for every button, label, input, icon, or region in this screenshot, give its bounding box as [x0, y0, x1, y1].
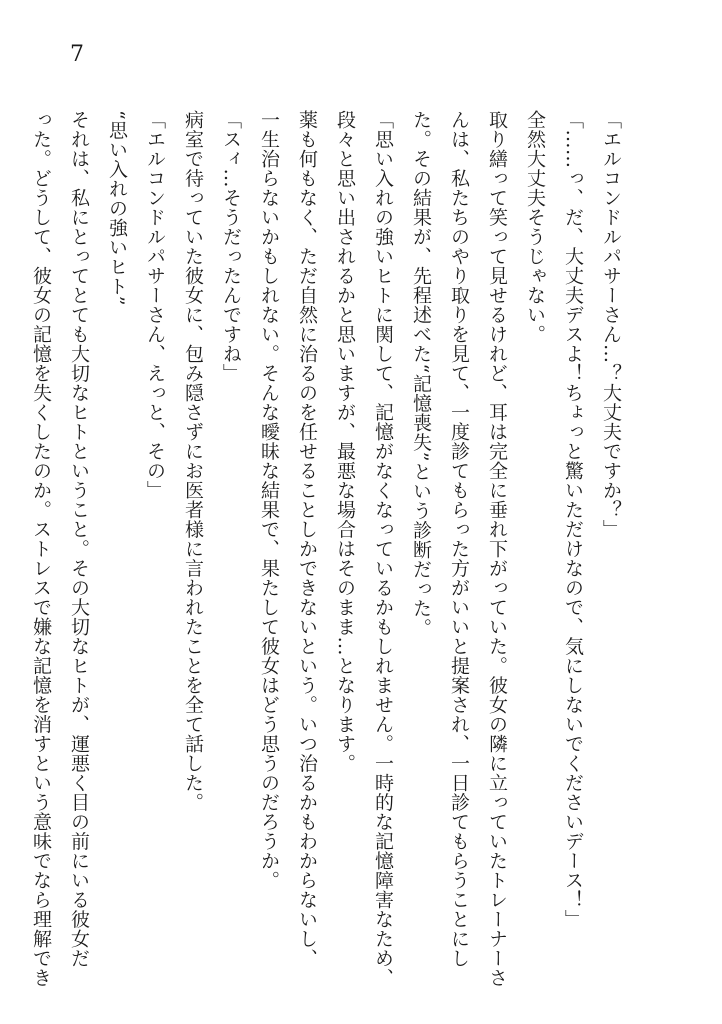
text-line: 「スィ…そうだったんですね」	[220, 110, 242, 383]
vertical-text-block	[30, 110, 630, 988]
page-number: 7	[70, 42, 84, 67]
text-line: 「エルコンドルパサーさん、えっと、その」	[144, 110, 166, 500]
text-line: 病室で待っていた彼女に、包み隠さずにお医者様に言われたことを全て話した。	[182, 110, 204, 812]
text-line: 一生治らないかもしれない。そんな曖昧な結果で、果たして彼女はどう思うのだろうか。	[258, 110, 280, 890]
text-line: 「エルコンドルパサーさん…？大丈夫ですか？」	[600, 110, 622, 539]
text-line: んは、私たちのやり取りを見て、一度診てもらった方がいいと提案され、一日診てもらうことにし	[448, 110, 470, 968]
text-line: た。その結果が、先程述べた“記憶喪失”という診断だった。	[410, 110, 432, 638]
text-line: 全然大丈夫そうじゃない。	[524, 110, 546, 344]
text-line: 「……っ、だ、大丈夫デスよ！ちょっと驚いただけなので、気にしないでくださいデース！」	[562, 110, 584, 929]
text-line: 薬も何もなく、ただ自然に治るのを任せることしかできないという。いつ治るかもわからないし、	[296, 110, 318, 968]
text-line: った。どうして、彼女の記憶を失くしたのか。ストレスで嫌な記憶を消すという意味でなら理解でき	[30, 110, 52, 988]
text-line: 段々と思い出されるかと思いますが、最悪な場合はそのまま…となります。	[334, 110, 356, 773]
text-line: “思い入れの強いヒト”	[106, 110, 128, 306]
text-line: 取り繕って笑って見せるけれど、耳は完全に垂れ下がっていた。彼女の隣に立っていたトレーナーさ	[486, 110, 508, 988]
text-line: それは、私にとってとても大切なヒトということ。その大切なヒトが、運悪く目の前にいる彼女だ	[68, 110, 90, 968]
text-line: 「思い入れの強いヒトに関して、記憶がなくなっているかもしれません。一時的な記憶障害なため、	[372, 110, 394, 988]
